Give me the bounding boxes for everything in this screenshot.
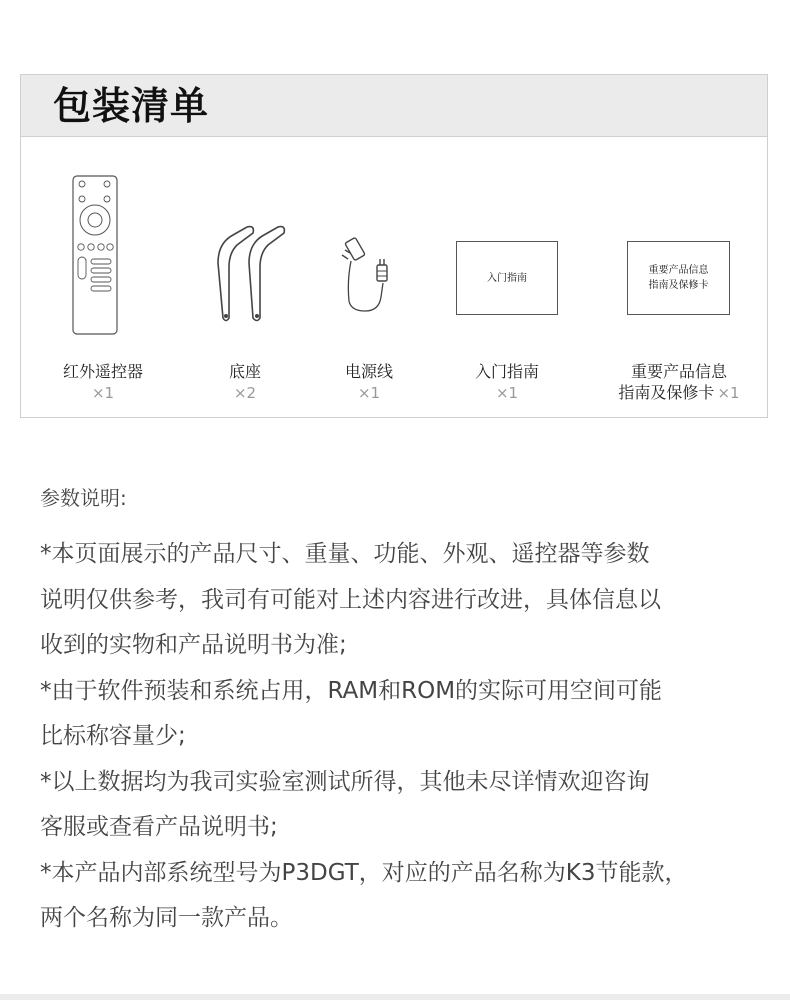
note-line: 客服或查看产品说明书; <box>40 814 278 840</box>
remote-control-icon <box>71 175 119 337</box>
booklet-icon <box>456 241 558 315</box>
note-line: *本产品内部系统型号为P3DGT，对应的产品名称为K3节能款， <box>40 859 688 886</box>
note-line: *本页面展示的产品尺寸、重量、功能、外观、遥控器等参数 <box>40 541 650 567</box>
booklet-cover-text: 入门指南 <box>487 272 527 284</box>
item-name-booklet: 入门指南 <box>474 362 539 381</box>
item-name-stand: 底座 <box>228 362 261 381</box>
power-cord-icon <box>339 235 391 317</box>
note-line: 比标称容量少; <box>40 723 186 749</box>
item-qty-stand: ×2 <box>233 384 257 402</box>
item-qty-remote: ×1 <box>91 384 115 402</box>
item-qty-power-cord: ×1 <box>357 384 381 402</box>
warranty-card-icon <box>627 241 730 315</box>
item-name-power-cord: 电源线 <box>344 362 393 381</box>
item-qty-booklet: ×1 <box>495 384 519 402</box>
packing-list-box <box>20 74 768 418</box>
stand-legs-icon <box>213 223 293 325</box>
item-name-remote: 红外遥控器 <box>62 362 143 381</box>
note-line: 说明仅供参考，我司有可能对上述内容进行改进，具体信息以 <box>40 586 661 613</box>
note-line: 两个名称为同一款产品。 <box>40 905 293 931</box>
note-line: 收到的实物和产品说明书为准; <box>40 632 347 658</box>
note-line: *以上数据均为我司实验室测试所得，其他未尽详情欢迎咨询 <box>40 768 650 795</box>
note-line: *由于软件预装和系统占用，RAM和ROM的实际可用空间可能 <box>40 677 663 704</box>
packing-list-header <box>21 75 767 137</box>
item-name-warranty-line2: 指南及保修卡 <box>618 383 715 402</box>
warranty-cover-line1: 重要产品信息 <box>648 265 709 276</box>
warranty-cover-line2: 指南及保修卡 <box>648 280 709 291</box>
item-name-warranty-line1: 重要产品信息 <box>630 362 727 381</box>
item-name-warranty-line2-row <box>599 383 759 403</box>
item-qty-warranty: ×1 <box>717 384 740 402</box>
packing-list-title: 包装清单 <box>53 84 210 128</box>
notes-heading: 参数说明: <box>40 486 127 510</box>
notes-section <box>40 478 760 942</box>
bottom-divider <box>0 994 790 1000</box>
